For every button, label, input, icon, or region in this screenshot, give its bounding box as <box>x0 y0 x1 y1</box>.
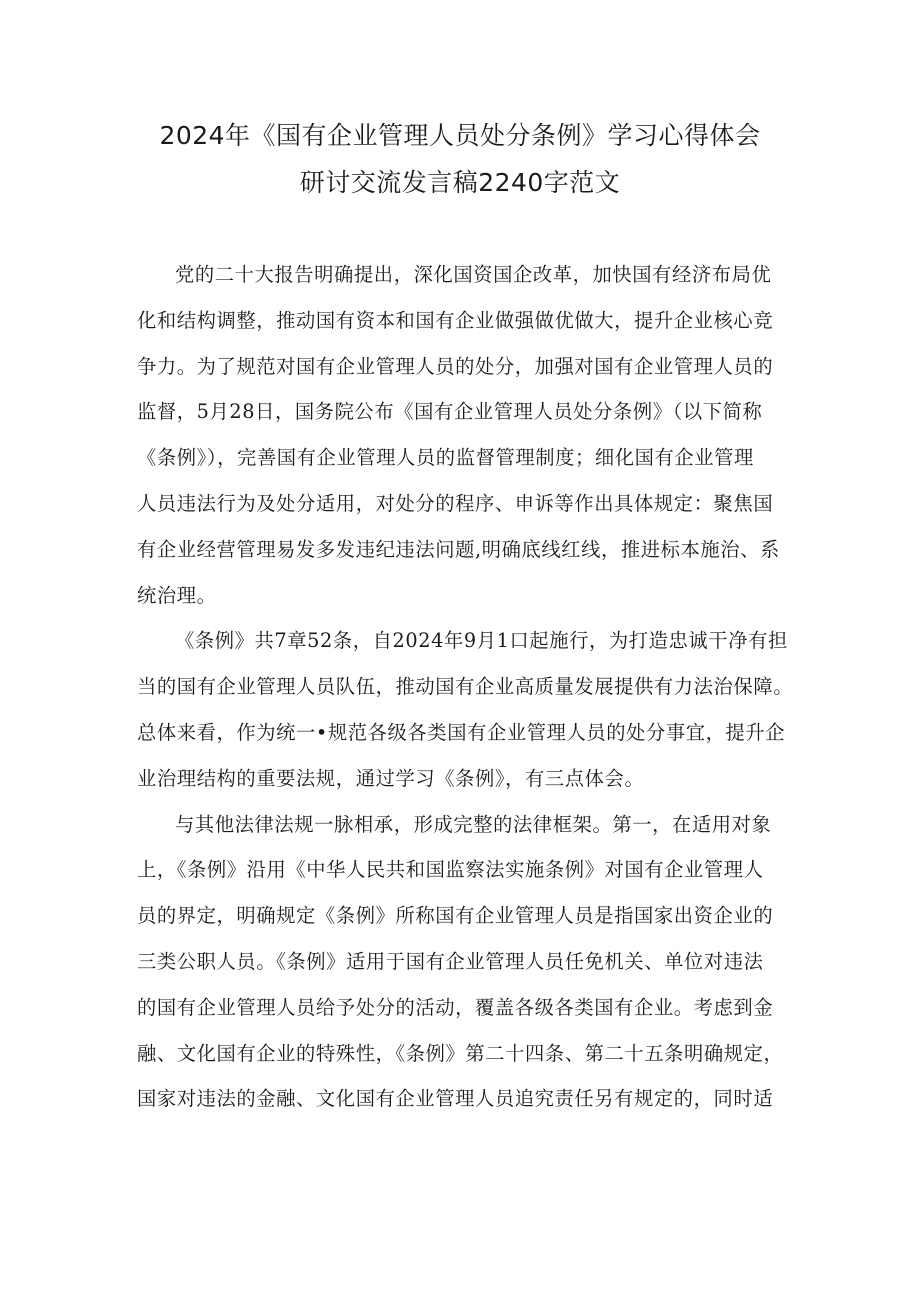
paragraph-line: 争力。为了规范对国有企业管理人员的处分，加强对国有企业管理人员的 <box>137 354 774 378</box>
paragraph-line: 员的界定，明确规定《条例》所称国有企业管理人员是指国家出资企业的 <box>137 904 774 928</box>
paragraph-line: 人员违法行为及处分适用，对处分的程序、申诉等作出具体规定：聚焦国 <box>137 491 774 515</box>
paragraph-line: 党的二十大报告明确提出，深化国资国企改革，加快国有经济布局优 <box>175 263 772 286</box>
paragraph-1 <box>137 252 785 618</box>
document-title <box>90 112 830 206</box>
paragraph-line: 国家对违法的金融、文化国有企业管理人员追究责任另有规定的，同时适 <box>137 1087 774 1111</box>
paragraph-line: 业治理结构的重要法规，通过学习《条例》，有三点体会。 <box>137 766 645 790</box>
paragraph-line: 融、文化国有企业的特殊性，《条例》第二十四条、第二十五条明确规定， <box>137 1041 784 1065</box>
paragraph-3 <box>137 802 785 1123</box>
paragraph-line: 的国有企业管理人员给予处分的活动，覆盖各级各类国有企业。考虑到金 <box>137 995 774 1019</box>
paragraph-line: 与其他法律法规一脉相承，形成完整的法律框架。第一，在适用对象 <box>175 812 772 836</box>
paragraph-line: 监督，5月28日，国务院公布《国有企业管理人员处分条例》（以下简称 <box>137 400 763 424</box>
paragraph-line: 总体来看，作为统一•规范各级各类国有企业管理人员的处分事宜，提升企 <box>137 720 786 744</box>
paragraph-2 <box>137 618 794 801</box>
paragraph-line: 《条例》共7章52条，自2024年9月1口起施行，为打造忠诚干净有担 <box>175 629 788 653</box>
paragraph-line: 《条例》），完善国有企业管理人员的监督管理制度；细化国有企业管理 <box>137 446 754 470</box>
paragraph-line: 三类公职人员。《条例》适用于国有企业管理人员任免机关、单位对违法 <box>137 949 764 973</box>
paragraph-line: 统治理。 <box>137 583 217 607</box>
document-body <box>137 252 794 1122</box>
paragraph-line: 有企业经营管理易发多发违纪违法问题,明确底线红线，推进标本施治、系 <box>137 537 780 561</box>
title-line-1: 2024年《国有企业管理人员处分条例》学习心得体会 <box>159 121 761 150</box>
title-line-2: 研讨交流发言稿2240字范文 <box>299 168 621 197</box>
paragraph-line: 当的国有企业管理人员队伍，推动国有企业高质量发展提供有力法治保障。 <box>137 675 794 699</box>
paragraph-line: 上，《条例》沿用《中华人民共和国监察法实施条例》对国有企业管理人 <box>137 858 764 882</box>
paragraph-line: 化和结构调整，推动国有资本和国有企业做强做优做大，提升企业核心竞 <box>137 308 774 332</box>
